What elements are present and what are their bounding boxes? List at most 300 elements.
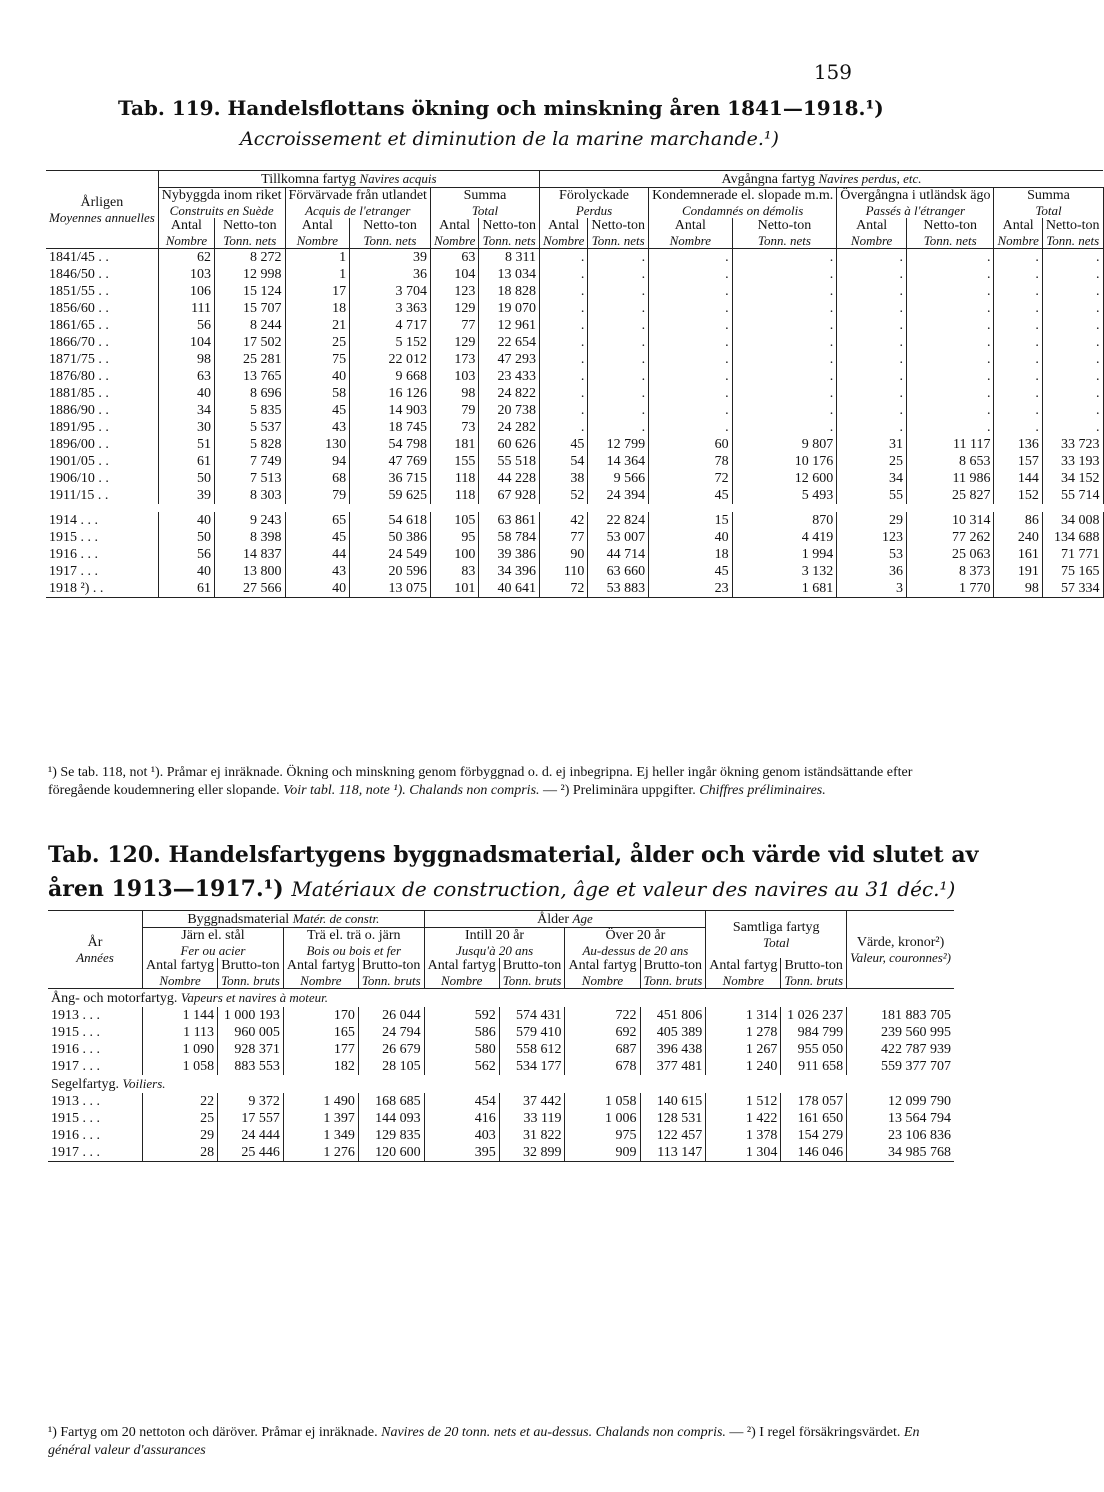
value-cell: .: [649, 419, 733, 436]
period-cell: 1911/15 . .: [46, 487, 158, 504]
value-cell: .: [540, 385, 588, 402]
value-cell: .: [907, 283, 994, 300]
value-cell: 77: [430, 317, 478, 334]
subgroup-header: [430, 188, 539, 219]
value-cell: 13 075: [350, 580, 431, 598]
subgroup-header: [143, 928, 284, 959]
subgroup-label-fr: Condamnés on démolis: [681, 203, 804, 218]
value-cell: 63 861: [479, 512, 540, 529]
value-cell: .: [994, 249, 1042, 267]
value-cell: .: [907, 266, 994, 283]
value-cell: 77: [540, 529, 588, 546]
value-cell: .: [649, 283, 733, 300]
value-cell: 10 314: [907, 512, 994, 529]
netto-label-fr: Tonn. nets: [363, 233, 417, 248]
antal-label: Antal: [548, 218, 580, 233]
period-cell: 1881/85 . .: [46, 385, 158, 402]
value-cell: 23 433: [479, 368, 540, 385]
value-cell: .: [588, 300, 649, 317]
antal-header: [837, 218, 907, 249]
group-avgangna: [540, 171, 1104, 188]
value-cell: .: [994, 317, 1042, 334]
subgroup-label-fr: Total: [471, 203, 499, 218]
value-cell: 54 798: [350, 436, 431, 453]
value-cell: 27 566: [215, 580, 286, 598]
value-cell: .: [1042, 300, 1103, 317]
value-cell: 17 502: [215, 334, 286, 351]
value-cell: .: [540, 300, 588, 317]
value-cell: 63: [158, 368, 214, 385]
table-row: [46, 317, 1103, 334]
value-cell: .: [907, 368, 994, 385]
value-cell: 63: [430, 249, 478, 267]
antal-label-fr: Nombre: [722, 973, 764, 988]
row-gap: [46, 504, 1103, 512]
value-cell: 1 314: [706, 1007, 781, 1024]
table-row: [46, 249, 1103, 267]
value-cell: 22: [143, 1093, 218, 1110]
value-cell: 12 600: [732, 470, 837, 487]
value-cell: 23 106 836: [888, 1128, 951, 1143]
table-120: [48, 910, 954, 1162]
brutto-label-fr: Tonn. bruts: [221, 973, 280, 988]
value-cell: 15: [649, 512, 733, 529]
value-cell: 592: [424, 1007, 499, 1024]
table-120-title-sv: Tab. 120. Handelsfartygens byggnadsmaterial, ålder och värde vid slutet av åren 1913—1917.¹): [48, 842, 979, 902]
value-cell: 928 371: [218, 1041, 284, 1058]
value-cell: .: [588, 385, 649, 402]
value-cell: 130: [285, 436, 350, 453]
antal-header: [283, 958, 358, 989]
table-row: [46, 283, 1103, 300]
value-cell: 104: [430, 266, 478, 283]
value-cell: .: [732, 266, 837, 283]
value-cell: 140 615: [640, 1093, 706, 1110]
value-cell: .: [540, 317, 588, 334]
value-cell: .: [994, 368, 1042, 385]
subgroup-header: [540, 188, 649, 219]
value-cell: 55: [837, 487, 907, 504]
antal-header: [158, 218, 214, 249]
value-cell: 1: [285, 249, 350, 267]
value-cell: 1 770: [907, 580, 994, 598]
value-cell: 161: [994, 546, 1042, 563]
period-cell: 1856/60 . .: [46, 300, 158, 317]
value-cell: .: [588, 317, 649, 334]
netto-label-fr: Tonn. nets: [223, 233, 277, 248]
value-cell: 129: [430, 334, 478, 351]
brutto-label-fr: Tonn. bruts: [643, 973, 703, 988]
value-cell: 558 612: [499, 1041, 565, 1058]
value-cell: 1 681: [732, 580, 837, 598]
value-cell: .: [732, 419, 837, 436]
value-cell: .: [1042, 317, 1103, 334]
antal-label-fr: Nombre: [300, 973, 342, 988]
netto-header: [479, 218, 540, 249]
year-cell: 1917 . . .: [48, 1144, 143, 1162]
antal-label: Antal: [674, 218, 706, 233]
value-cell: 984 799: [781, 1024, 847, 1041]
netto-header: [732, 218, 837, 249]
value-cell: .: [1042, 266, 1103, 283]
value-cell: 155: [430, 453, 478, 470]
value-cell: 44 228: [479, 470, 540, 487]
value-cell: 58: [285, 385, 350, 402]
value-cell: 1 512: [706, 1093, 781, 1110]
value-cell: 72: [540, 580, 588, 598]
value-cell: .: [732, 249, 837, 267]
table-row: [48, 1007, 954, 1024]
value-cell: .: [837, 419, 907, 436]
value-cell: 39 386: [479, 546, 540, 563]
antal-label: Antal: [856, 218, 888, 233]
value-cell: 33 723: [1042, 436, 1103, 453]
value-cell: .: [837, 266, 907, 283]
table-120-title-fr: Matériaux de construction, âge et valeur des navires au 31 déc.¹): [291, 877, 956, 901]
value-cell: 54: [540, 453, 588, 470]
brutto-label: Brutto-ton: [784, 958, 843, 973]
group-samtliga-label-fr: Total: [763, 934, 790, 950]
value-cell: 40 641: [479, 580, 540, 598]
value-cell: .: [649, 249, 733, 267]
table-row: [46, 529, 1103, 546]
value-cell: 25 827: [907, 487, 994, 504]
section-label-fr: Vapeurs et navires à moteur.: [180, 990, 329, 1005]
value-cell: .: [907, 300, 994, 317]
netto-label-fr: Tonn. nets: [1046, 233, 1100, 248]
value-cell: 120 600: [358, 1144, 424, 1162]
value-cell: 1 994: [732, 546, 837, 563]
value-cell: .: [649, 402, 733, 419]
value-cell: 79: [285, 487, 350, 504]
antal-header: [143, 958, 218, 989]
table-119-footnote-2: — ²) Preliminära uppgifter.: [543, 783, 696, 798]
gap-cell: [46, 504, 1103, 512]
value-cell: 75: [285, 351, 350, 368]
period-cell: 1918 ²) . .: [46, 580, 158, 598]
antal-label: Antal fartyg: [146, 958, 215, 973]
table-120-footnote-1: ¹) Fartyg om 20 nettoton och däröver. Pråmar ej inräknade.: [48, 1425, 378, 1440]
value-cell: 12 961: [479, 317, 540, 334]
table-120-footnote-2-fr: En général valeur d'assurances: [48, 1425, 920, 1458]
value-cell: 129: [430, 300, 478, 317]
value-cell: 100: [430, 546, 478, 563]
value-cell: 396 438: [640, 1041, 706, 1058]
period-cell: 1915 . . .: [46, 529, 158, 546]
subgroup-label: Förolyckade: [559, 188, 630, 203]
value-cell: 13 034: [479, 266, 540, 283]
antal-label: Antal fartyg: [286, 958, 355, 973]
subgroup-label: Förvärvade från utlandet: [288, 188, 427, 203]
value-cell: 1 490: [283, 1093, 358, 1110]
subgroup-label-fr: Fer ou acier: [180, 943, 246, 958]
value-cell: 71 771: [1042, 546, 1103, 563]
value-cell: .: [649, 300, 733, 317]
value-cell: 73: [430, 419, 478, 436]
value-cell: 5 152: [350, 334, 431, 351]
antal-label: Antal: [301, 218, 333, 233]
table-row: [46, 266, 1103, 283]
value-cell: 9 807: [732, 436, 837, 453]
value-cell: 405 389: [640, 1024, 706, 1041]
value-cell: 173: [430, 351, 478, 368]
antal-label: Antal fartyg: [427, 958, 496, 973]
col-varde-label-fr: Valeur, couronnes²): [850, 949, 951, 965]
value-cell: 25: [143, 1110, 218, 1127]
value-cell: 9 372: [218, 1093, 284, 1110]
value-cell: 45: [649, 487, 733, 504]
value-cell: 12 998: [215, 266, 286, 283]
value-cell: 58 784: [479, 529, 540, 546]
value-cell: 1 090: [143, 1041, 218, 1058]
value-cell: 78: [649, 453, 733, 470]
col-ar-label: År: [87, 934, 103, 950]
value-cell: 34 152: [1042, 470, 1103, 487]
value-cell: 51: [158, 436, 214, 453]
value-cell: 47 769: [350, 453, 431, 470]
value-cell: 110: [540, 563, 588, 580]
table-row: [46, 487, 1103, 504]
value-cell: 13 765: [215, 368, 286, 385]
antal-header: [649, 218, 733, 249]
value-cell: 182: [283, 1058, 358, 1075]
table-row: [46, 580, 1103, 598]
value-cell: 36: [837, 563, 907, 580]
table-row: [46, 419, 1103, 436]
period-cell: 1906/10 . .: [46, 470, 158, 487]
table-119-footnotes: [48, 764, 958, 800]
value-cell: 8 303: [215, 487, 286, 504]
value-cell: 5 493: [732, 487, 837, 504]
section-row: [48, 989, 954, 1008]
value-cell: .: [994, 351, 1042, 368]
value-cell: 86: [994, 512, 1042, 529]
value-cell: 43: [285, 419, 350, 436]
value-cell: 870: [732, 512, 837, 529]
antal-label: Antal fartyg: [568, 958, 637, 973]
value-cell: .: [1042, 385, 1103, 402]
value-cell: 53 007: [588, 529, 649, 546]
subgroup-header: [994, 188, 1103, 219]
value-cell: 11 986: [907, 470, 994, 487]
value-cell: 883 553: [218, 1058, 284, 1075]
value-cell: 13 800: [215, 563, 286, 580]
col-arligen: [46, 171, 158, 249]
value-cell: 395: [424, 1144, 499, 1162]
netto-label-fr: Tonn. nets: [757, 233, 811, 248]
value-cell: .: [994, 402, 1042, 419]
value-cell: .: [907, 317, 994, 334]
value-cell: 1 397: [283, 1110, 358, 1127]
value-cell: 25: [285, 334, 350, 351]
value-cell: 18 828: [479, 283, 540, 300]
value-cell: 580: [424, 1041, 499, 1058]
netto-label: Netto-ton: [923, 218, 978, 233]
year-cell: 1915 . . .: [48, 1110, 143, 1127]
group-samtliga: [706, 911, 847, 959]
value-cell: 181 883 705: [881, 1008, 951, 1023]
value-cell: 403: [424, 1127, 499, 1144]
value-cell: 8 311: [479, 249, 540, 267]
netto-header: [588, 218, 649, 249]
table-row: [46, 368, 1103, 385]
period-cell: 1851/55 . .: [46, 283, 158, 300]
value-cell: 534 177: [499, 1058, 565, 1075]
antal-label-fr: Nombre: [296, 233, 338, 248]
year-cell: 1913 . . .: [48, 1007, 143, 1024]
value-cell: 15 707: [215, 300, 286, 317]
value-cell: 20 596: [350, 563, 431, 580]
antal-header: [994, 218, 1042, 249]
subgroup-label: Nybyggda inom riket: [161, 188, 282, 203]
value-cell: 98: [994, 580, 1042, 598]
value-cell: 168 685: [358, 1093, 424, 1110]
value-cell: 36: [350, 266, 431, 283]
section-label-fr: Voiliers.: [122, 1076, 166, 1091]
value-cell: .: [732, 317, 837, 334]
value-cell: .: [540, 283, 588, 300]
value-cell: .: [1042, 283, 1103, 300]
value-cell: 157: [994, 453, 1042, 470]
value-cell: .: [732, 300, 837, 317]
value-cell: 103: [430, 368, 478, 385]
table-row: [46, 470, 1103, 487]
value-cell: .: [907, 419, 994, 436]
subgroup-label: Över 20 år: [605, 928, 666, 943]
value-cell: .: [1042, 249, 1103, 267]
brutto-label: Brutto-ton: [502, 958, 562, 973]
value-cell: .: [588, 249, 649, 267]
table-row: [48, 1127, 954, 1144]
value-cell: 1: [285, 266, 350, 283]
value-cell: .: [649, 385, 733, 402]
value-cell: 52: [540, 487, 588, 504]
value-cell: 1 240: [706, 1058, 781, 1075]
value-cell: .: [649, 334, 733, 351]
value-cell: 579 410: [499, 1024, 565, 1041]
antal-header: [540, 218, 588, 249]
netto-label-fr: Tonn. nets: [591, 233, 645, 248]
value-cell: 39: [158, 487, 214, 504]
value-cell: 239 560 995: [881, 1025, 951, 1040]
antal-label-fr: Nombre: [850, 233, 893, 248]
netto-header: [350, 218, 431, 249]
value-cell: .: [1042, 402, 1103, 419]
table-row: [46, 546, 1103, 563]
group-tillkomna: [158, 171, 539, 188]
period-cell: 1896/00 . .: [46, 436, 158, 453]
value-cell: 101: [430, 580, 478, 598]
table-row: [48, 1041, 954, 1058]
period-cell: 1914 . . .: [46, 512, 158, 529]
value-cell: 37 442: [499, 1093, 565, 1110]
value-cell: 8 398: [215, 529, 286, 546]
netto-label: Netto-ton: [482, 218, 536, 233]
value-cell: 43: [285, 563, 350, 580]
value-cell: 692: [565, 1024, 640, 1041]
group-material: [143, 911, 425, 928]
value-cell: 12 099 790: [888, 1094, 951, 1109]
value-cell: 50 386: [350, 529, 431, 546]
table-row: [46, 351, 1103, 368]
antal-label-fr: Nombre: [997, 233, 1039, 248]
value-cell: 42: [540, 512, 588, 529]
value-cell: 1 026 237: [781, 1007, 847, 1024]
value-cell: .: [540, 266, 588, 283]
value-cell: 123: [430, 283, 478, 300]
value-cell: .: [588, 419, 649, 436]
value-cell: 1 113: [143, 1024, 218, 1041]
subgroup-header: [283, 928, 424, 959]
netto-label: Netto-ton: [1045, 218, 1100, 233]
netto-header: [215, 218, 286, 249]
value-cell: 23: [649, 580, 733, 598]
value-cell: .: [540, 368, 588, 385]
value-cell: 65: [285, 512, 350, 529]
subgroup-label-fr: Jusqu'à 20 ans: [455, 943, 534, 958]
value-cell: 94: [285, 453, 350, 470]
table-120-footnote-1-fr: Navires de 20 tonn. nets et au-dessus. Chalands non compris.: [381, 1425, 726, 1440]
table-119-title: Tab. 119. Handelsflottans ökning och minskning åren 1841—1918.¹): [118, 96, 884, 120]
value-cell: 128 531: [640, 1110, 706, 1127]
value-cell: 422 787 939: [881, 1042, 951, 1057]
value-cell: 38: [540, 470, 588, 487]
value-cell: .: [540, 402, 588, 419]
value-cell: 678: [565, 1058, 640, 1075]
subgroup-label-fr: Total: [1035, 203, 1062, 218]
value-cell: 4 419: [732, 529, 837, 546]
year-cell: 1916 . . .: [48, 1041, 143, 1058]
subgroup-label: Summa: [463, 188, 507, 203]
value-cell: 72: [649, 470, 733, 487]
subgroup-label: Summa: [1027, 188, 1070, 203]
netto-header: [907, 218, 994, 249]
value-cell: .: [907, 351, 994, 368]
value-cell: 1 006: [565, 1110, 640, 1127]
value-cell: 24 822: [479, 385, 540, 402]
value-cell: 54 618: [350, 512, 431, 529]
value-cell: 17: [285, 283, 350, 300]
value-cell: 106: [158, 283, 214, 300]
value-cell: .: [540, 419, 588, 436]
value-cell: 26 679: [358, 1041, 424, 1058]
brutto-label-fr: Tonn. bruts: [502, 973, 562, 988]
col-varde: [847, 911, 954, 989]
subgroup-label: Järn el. stål: [181, 928, 245, 943]
brutto-label-fr: Tonn. bruts: [361, 973, 421, 988]
group-alder-label: Ålder: [537, 912, 570, 927]
value-cell: .: [837, 351, 907, 368]
col-arligen-label-fr: Moyennes annuelles: [49, 209, 155, 225]
value-cell: 144 093: [358, 1110, 424, 1127]
value-cell: 29: [143, 1127, 218, 1144]
value-cell: 5 835: [215, 402, 286, 419]
value-cell: .: [1042, 419, 1103, 436]
value-cell: 31 822: [499, 1127, 565, 1144]
value-cell: 586: [424, 1024, 499, 1041]
table-119-footnote-1: ¹) Se tab. 118, not ¹). Pråmar ej inräknade. Ökning och minskning genom förbyggnad o. d. ej inbegripna. Ej heller ingår ökning genom iständsättande efter föregående koudemnering eller slopande.: [48, 765, 913, 798]
value-cell: .: [837, 300, 907, 317]
value-cell: 178 057: [781, 1093, 847, 1110]
value-cell: 34: [158, 402, 214, 419]
table-row: [46, 334, 1103, 351]
value-cell: 1 378: [706, 1127, 781, 1144]
value-cell: 4 717: [350, 317, 431, 334]
subgroup-header: [565, 928, 706, 959]
col-ar: [48, 911, 143, 989]
antal-label-fr: Nombre: [669, 233, 712, 248]
value-cell: 7 513: [215, 470, 286, 487]
